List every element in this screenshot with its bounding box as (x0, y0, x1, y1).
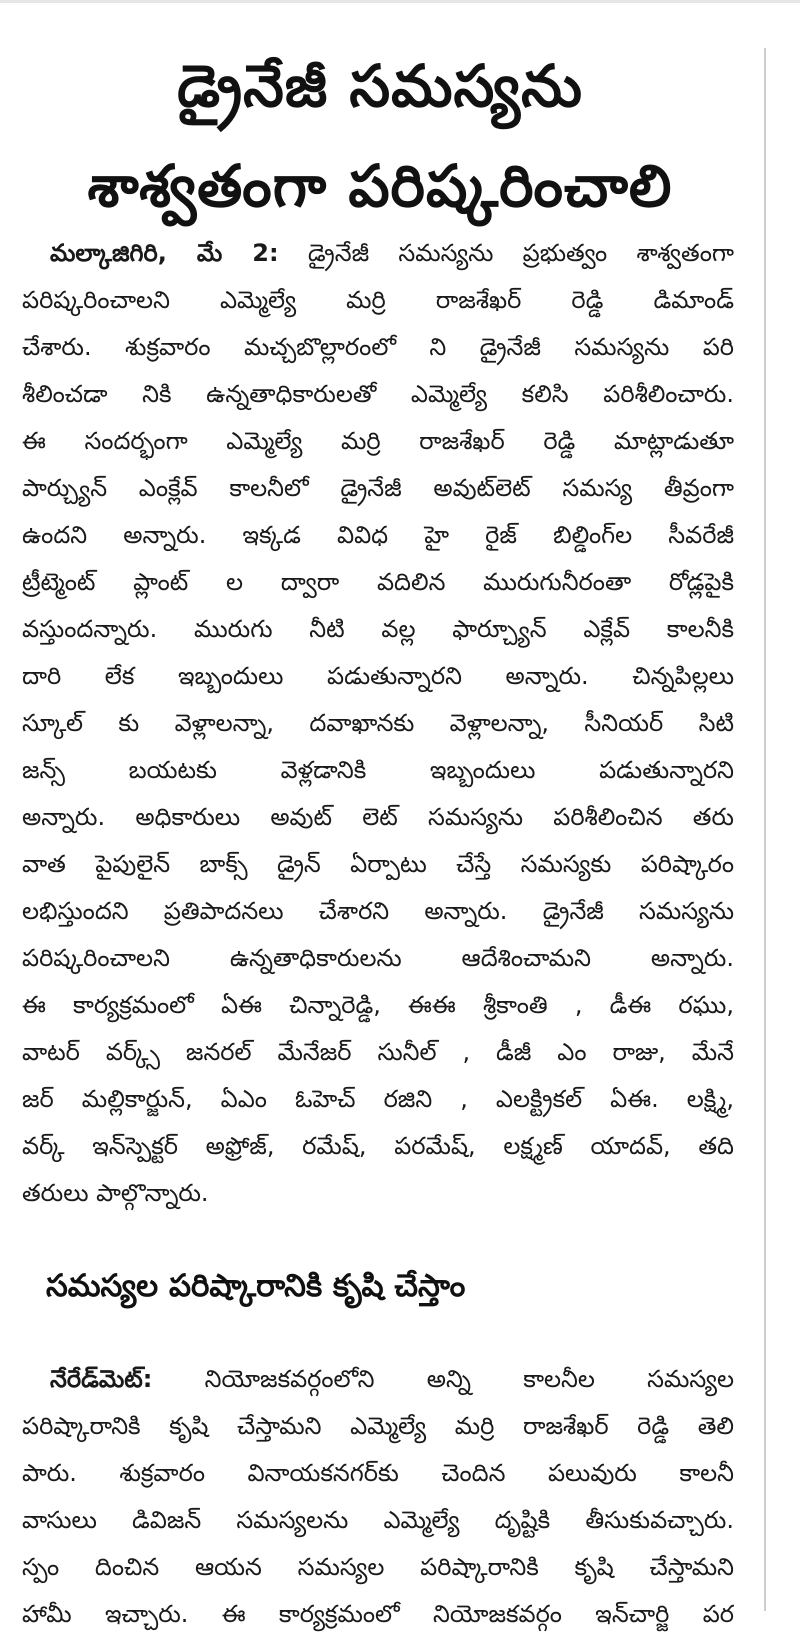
article-line: ట్రీట్మెంట్ ప్లాంట్ ల ద్వారా వదిలిన మురుగునీరంతా రోడ్లపైకి (22, 568, 734, 596)
article-line: శీలించడా నికి ఉన్నతాధికారులతో ఎమ్మెల్యే కలిసి పరిశీలించారు. (22, 380, 734, 408)
article-line: నేరేడ్‌మెట్: నియోజకవర్గంలోని అన్ని కాలనీల సమస్యల (50, 1365, 734, 1393)
article-line: అన్నారు. అధికారులు అవుట్ లెట్ సమస్యను పరిశీలించిన తరు (22, 803, 734, 831)
column-divider-rule (764, 48, 766, 1611)
article-line: వస్తుందన్నారు. మురుగు నీటి వల్ల ఫార్చ్యూన్ ఎక్లేవ్ కాలనీకి (22, 615, 734, 643)
article-line: తరులు పాల్గొన్నారు. (22, 1179, 209, 1207)
article-line: మల్కాజిగిరి, మే 2: డ్రైనేజీ సమస్యను ప్రభుత్వం శాశ్వతంగా (50, 239, 734, 267)
article-line: పరిష్కరించాలని ఎమ్మెల్యే మర్రి రాజశేఖర్ రెడ్డి డిమాండ్ (22, 286, 734, 314)
article-line: జన్స్ బయటకు వెళ్లడానికి ఇబ్బందులు పడుతున్నారని (22, 756, 734, 784)
article-line: పరిష్కారానికి కృషి చేస్తామని ఎమ్మెల్యే మర్రి రాజశేఖర్ రెడ్డి తెలి (22, 1412, 734, 1440)
article-line: పార్చ్యున్ ఎంక్లేవ్ కాలనీలో డ్రైనేజీ అవుట్‌లెట్ సమస్య తీవ్రంగా (22, 474, 734, 502)
article-line: వాటర్ వర్క్స్ జనరల్ మేనేజర్ సునీల్ , డీజీ ఎం రాజు, మేనే (22, 1038, 734, 1066)
article-line: వాత పైపులైన్ బాక్స్ డ్రైన్ ఏర్పాటు చేస్తే సమస్యకు పరిష్కారం (22, 850, 734, 878)
article-line: చేశారు. శుక్రవారం మచ్చబొల్లారంలో ని డ్రైనేజీ సమస్యను పరి (22, 333, 734, 361)
article-line: లభిస్తుందని ప్రతిపాదనలు చేశారని అన్నారు. డ్రైనేజీ సమస్యను (22, 897, 734, 925)
article-line: హామీ ఇచ్చారు. ఈ కార్యక్రమంలో నియోజకవర్గం ఇన్‌చార్జి పర (22, 1600, 734, 1628)
headline-line-2: శాశ్వతంగా పరిష్కరించాలి (87, 152, 673, 220)
article-line: వర్క్ ఇన్‌స్పెక్టర్ అఫ్రోజ్, రమేష్, పరమేష్, లక్ష్మణ్ యాదవ్, తది (22, 1132, 734, 1160)
article-line: స్పం దించిన ఆయన సమస్యల పరిష్కారానికి కృషి చేస్తామని (22, 1553, 734, 1581)
dateline: నేరేడ్‌మెట్: (50, 1365, 153, 1393)
article-line: వాసులు డివిజన్ సమస్యలను ఎమ్మెల్యే దృష్టికి తీసుకువచ్చారు. (22, 1506, 734, 1534)
article-line: పరిష్కరించాలని ఉన్నతాధికారులను ఆదేశించామని అన్నారు. (22, 944, 734, 972)
subheadline: సమస్యల పరిష్కారానికి కృషి చేస్తాం (46, 1268, 466, 1304)
headline-line-1: డ్రైనేజీ సమస్యను (177, 52, 583, 120)
article-line: ఉందని అన్నారు. ఇక్కడ వివిధ హై రైజ్ బిల్డింగ్‌ల సీవరేజీ (22, 521, 734, 549)
headline (0, 36, 760, 236)
article-line: ఈ సందర్భంగా ఎమ్మెల్యే మర్రి రాజశేఖర్ రెడ్డి మాట్లాడుతూ (22, 427, 734, 455)
article-body-secondary (22, 1356, 734, 1638)
article-line: ఈ కార్యక్రమంలో ఏఈ చిన్నారెడ్డి, ఈఈ శ్రీకాంతి , డీఈ రఘు, (22, 991, 734, 1019)
dateline: మల్కాజిగిరి, మే 2: (50, 239, 279, 267)
article-line: జర్ మల్లికార్జున్, ఏఎం ఓహెచ్ రజిని , ఎలక్ట్రికల్ ఏఈ. లక్ష్మి, (22, 1085, 734, 1113)
article-line: దారి లేక ఇబ్బందులు పడుతున్నారని అన్నారు. చిన్నపిల్లలు (22, 662, 734, 690)
article-line: పారు. శుక్రవారం వినాయకనగర్‌కు చెందిన పలువురు కాలనీ (22, 1459, 734, 1487)
article-line: స్కూల్ కు వెళ్లాలన్నా, దవాఖానకు వెళ్లాలన్నా, సీనియర్ సిటి (22, 709, 734, 737)
article-body-main (22, 230, 734, 1217)
top-border-rule (0, 0, 800, 3)
